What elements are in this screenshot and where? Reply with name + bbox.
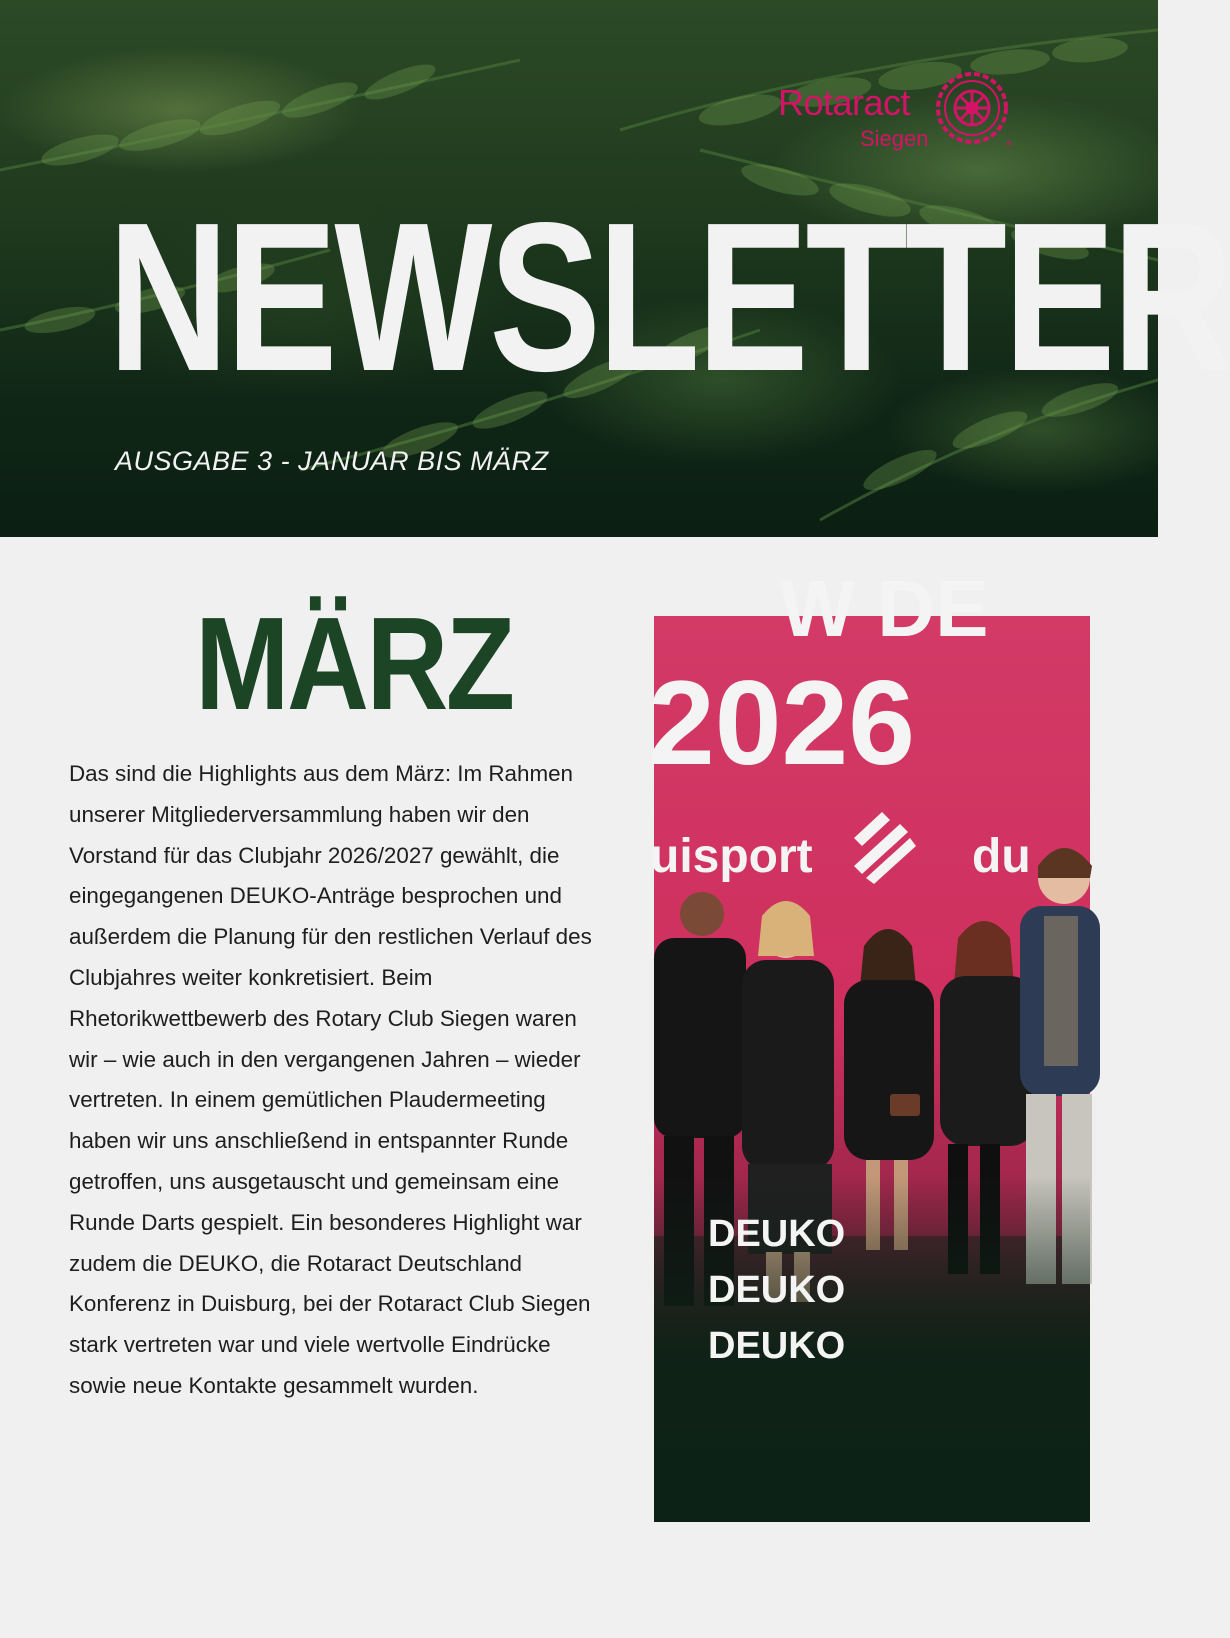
caption-line: DEUKO (708, 1269, 846, 1311)
caption-line: DEUKO (708, 1325, 846, 1367)
logo-location: Siegen (860, 126, 929, 151)
rotaract-logo (778, 70, 1012, 156)
sponsor-mark-icon (854, 812, 916, 884)
banner-top-text: W DE (779, 564, 989, 653)
logo-wordmark: Rotaract (778, 82, 911, 123)
section-heading: MÄRZ (195, 590, 513, 737)
section-paragraph: Das sind die Highlights aus dem März: Im Rahmen unserer Mitgliederversammlung haben wir den Vorstand für das Clubjahr 2026/2027 gewählt, die eingegangenen DEUKO-Anträge besprochen und außerdem die Planung für den restlichen Verlauf des Clubjahres weiter konkretisiert. Beim Rhetorikwettbewerb des Rotary Club Siegen waren wir – wie auch in den vergangenen Jahren – wieder vertreten. In einem gemütlichen Plaudermeeting haben wir uns anschließend in entspannter Runde getroffen, uns ausgetauscht und gemeinsam eine Runde Darts gespielt. Ein besonderes Highlight war zudem die DEUKO, die Rotaract Deutschland Konferenz in Duisburg, bei der Rotaract Club Siegen stark vertreten war und viele wertvolle Eindrücke sowie neue Kontakte gesammelt wurden. (69, 761, 592, 1398)
svg-text:®: ® (1006, 139, 1012, 148)
header-banner (0, 0, 1230, 537)
photo-caption (708, 1206, 845, 1374)
event-photo (648, 564, 1090, 1522)
newsletter-title: NEWSLETTER (108, 178, 1230, 415)
banner-sponsor-2: du (972, 830, 1031, 883)
caption-line: DEUKO (708, 1213, 846, 1255)
banner-sponsor-1: uisport (650, 830, 813, 883)
photo-illustration (648, 564, 1090, 1522)
issue-subtitle: AUSGABE 3 - JANUAR BIS MÄRZ (115, 446, 549, 476)
rotary-wheel-icon (934, 70, 1012, 148)
banner-year: 2026 (648, 656, 915, 790)
